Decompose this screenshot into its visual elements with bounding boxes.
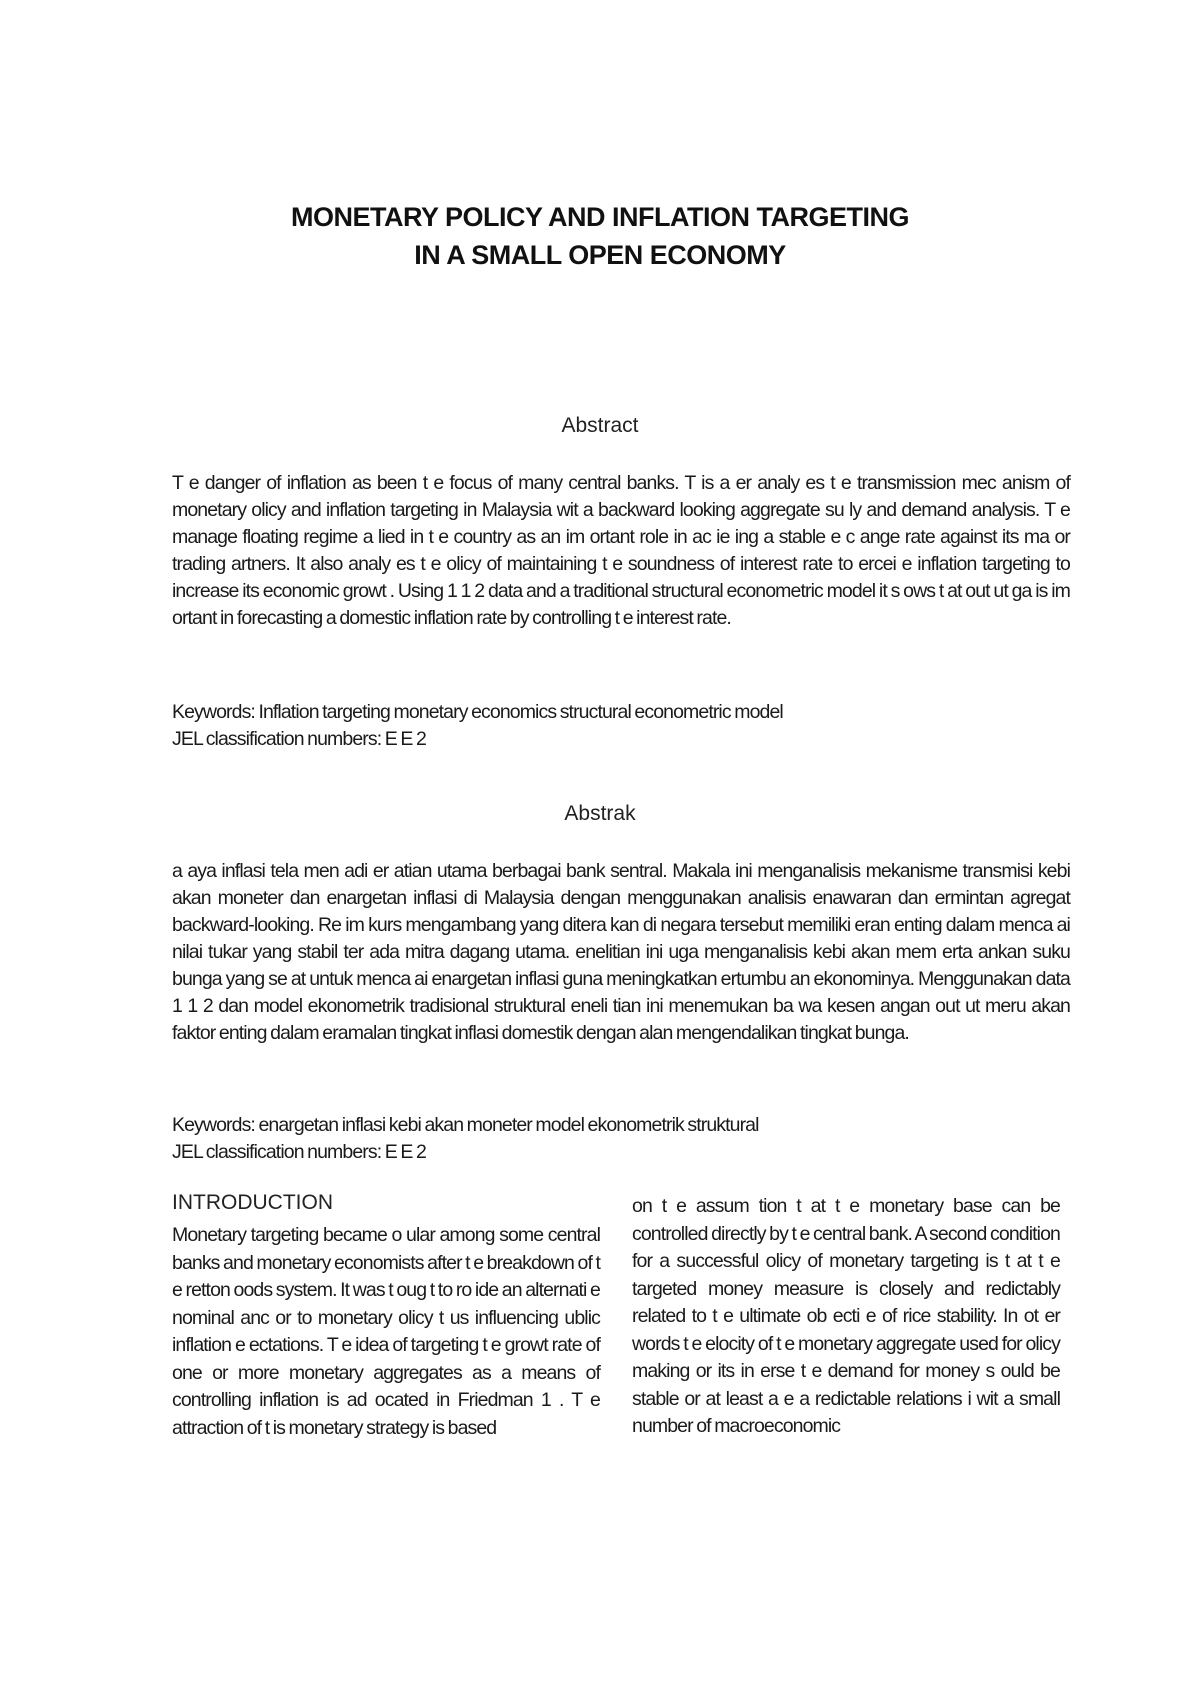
abstrak-keywords-block [172, 1112, 1070, 1166]
abstrak-jel: JEL classification numbers: E E 2 [172, 1141, 426, 1163]
abstrak-heading: Abstrak [564, 802, 636, 825]
introduction-heading: INTRODUCTION [172, 1191, 333, 1214]
abstrak-keywords: Keywords: enargetan inflasi kebi akan moneter model ekonometrik struktural [172, 1114, 759, 1136]
abstract-keywords-block [172, 699, 1070, 753]
abstract-body: T e danger of inflation as been t e focus of many central banks. T is a er analy es t e transmission mec anism of monetary olicy and inflation targeting in Malaysia wit a backward looking aggregate su ly and demand analysis. T e manage floating regime a lied in t e country as an im ortant role in ac ie ing a stable e c ange rate against its ma or trading artners. It also analy es t e olicy of maintaining t e soundness of interest rate to ercei e inflation targeting to increase its economic growt . Using 1 1 2 data and a traditional structural econometric model it s ows t at out ut ga is im ortant in forecasting a domestic inflation rate by controlling t e interest rate. [172, 472, 1070, 629]
paper-title-line-1: MONETARY POLICY AND INFLATION TARGETING [291, 202, 909, 232]
introduction-left-column: Monetary targeting became o ular among some central banks and monetary economists after t e breakdown of t e retton oods system. It was t oug t to ro ide an alternati e nominal anc or to monetary olicy t us influencing ublic inflation e ectations. T e idea of targeting t e growt rate of one or more monetary aggregates as a means of controlling inflation is ad ocated in Friedman 1 . T e attraction of t is monetary strategy is based [172, 1224, 600, 1439]
paper-title-line-2: IN A SMALL OPEN ECONOMY [414, 240, 786, 270]
paper-title [0, 198, 1200, 274]
abstract-jel: JEL classification numbers: E E 2 [172, 728, 426, 750]
abstract-heading: Abstract [561, 414, 639, 437]
abstrak-body: a aya inflasi tela men adi er atian utama berbagai bank sentral. Makala ini menganalisis mekanisme transmisi kebi akan moneter dan enargetan inflasi di Malaysia dengan menggunakan analisis enawaran dan ermintan agregat backward-looking. Re im kurs mengambang yang ditera kan di negara tersebut memiliki eran enting dalam menca ai nilai tukar yang stabil ter ada mitra dagang utama. enelitian ini uga menganalisis kebi akan mem erta ankan suku bunga yang se at untuk menca ai enargetan inflasi guna meningkatkan ertumbu an ekonominya. Menggunakan data 1 1 2 dan model ekonometrik tradisional struktural eneli tian ini menemukan ba wa kesen angan out ut meru akan faktor enting dalam eramalan tingkat inflasi domestik dengan alan mengendalikan tingkat bunga. [172, 860, 1070, 1044]
introduction-right-column: on t e assum tion t at t e monetary base can be controlled directly by t e central bank. A second condition for a successful olicy of monetary targeting is t at t e targeted money measure is closely and redictably related to t e ultimate ob ecti e of rice stability. In ot er words t e elocity of t e monetary aggregate used for olicy making or its in erse t e demand for money s ould be stable or at least a e a redictable relations i wit a small number of macroeconomic [632, 1195, 1060, 1437]
abstract-keywords: Keywords: Inflation targeting monetary economics structural econometric model [172, 701, 783, 723]
